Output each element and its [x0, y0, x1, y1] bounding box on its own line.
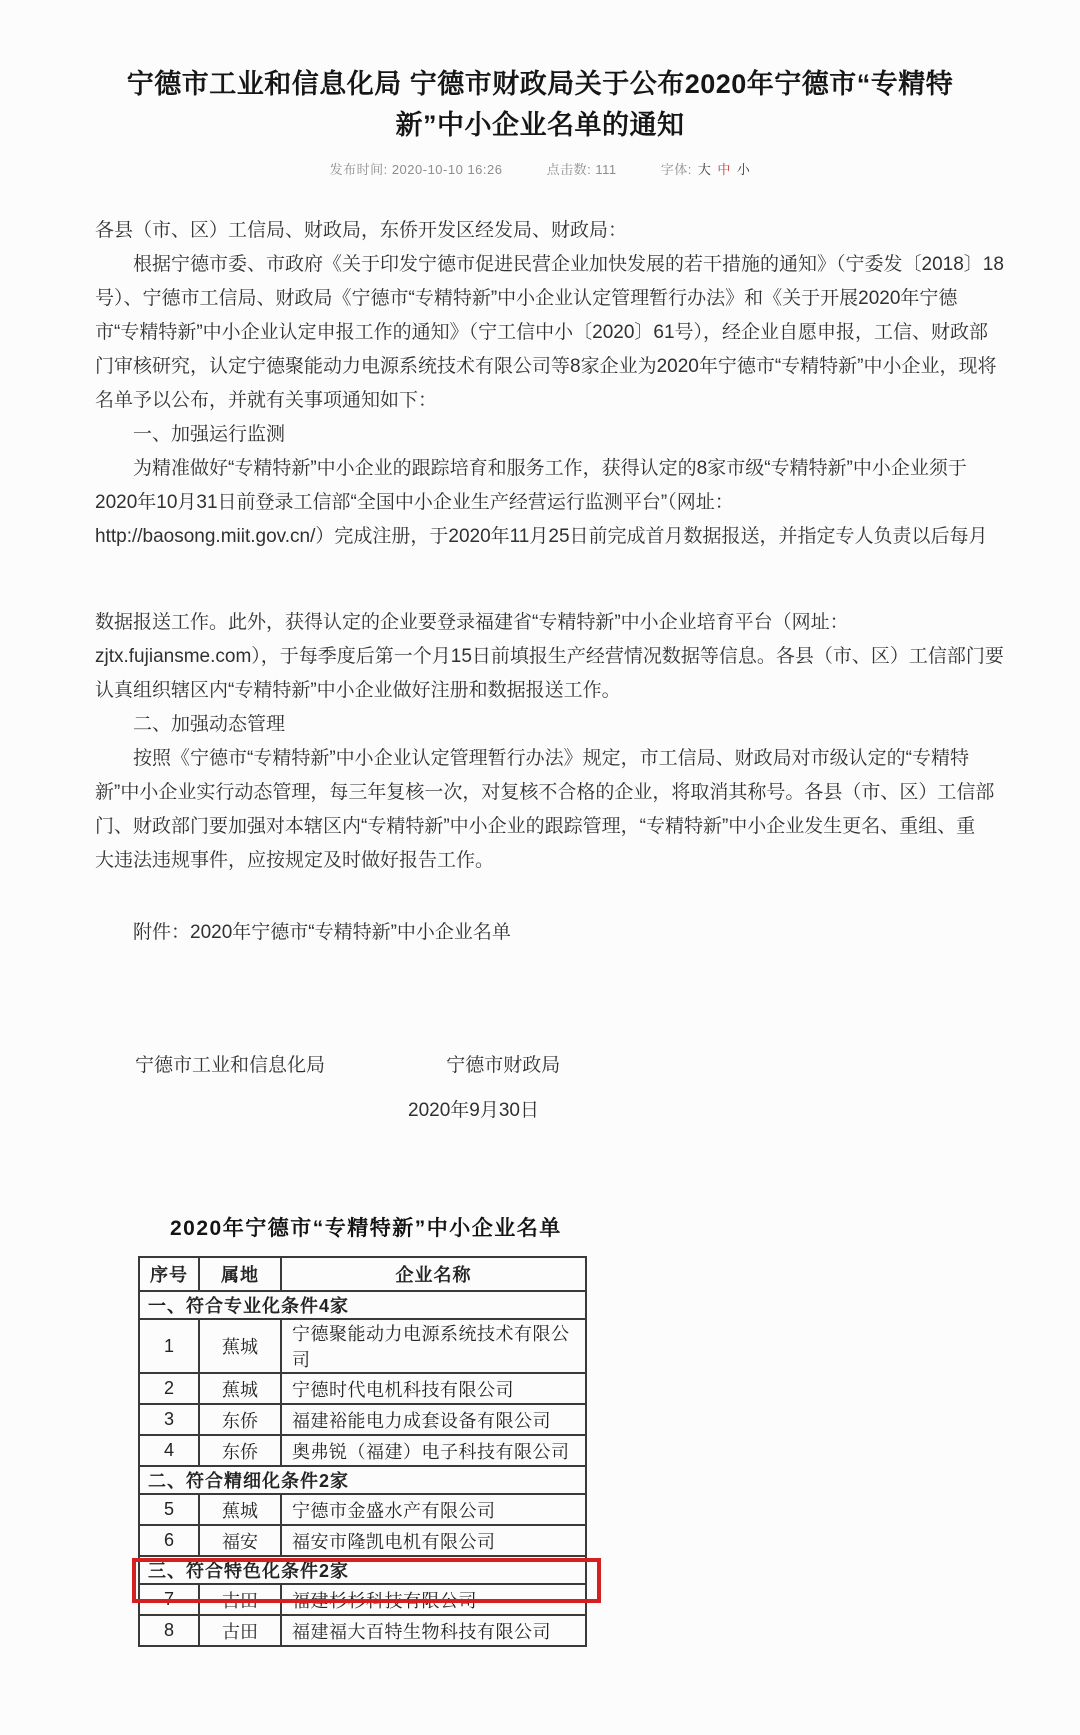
- meta-bar: [0, 159, 1080, 178]
- table-row: [139, 1373, 586, 1404]
- body-line: 认真组织辖区内“专精特新”中小企业做好注册和数据报送工作。: [95, 680, 621, 701]
- click-count: [547, 162, 617, 177]
- font-size-medium-button[interactable]: 中: [717, 162, 731, 177]
- cell-area: 蕉城: [199, 1373, 281, 1404]
- table-row: [139, 1525, 586, 1556]
- table-row-highlighted: [139, 1584, 586, 1615]
- table-row: [139, 1435, 586, 1466]
- cell-seq: 7: [139, 1584, 199, 1615]
- signature-date: 2020年9月30日: [408, 1100, 539, 1121]
- font-size-small-button[interactable]: 小: [736, 162, 751, 177]
- publish-time-label: 发布时间:: [329, 162, 388, 177]
- body-line: 2020年10月31日前登录工信部“全国中小企业生产经营运行监测平台”（网址：: [95, 492, 734, 513]
- cell-name: 福建杉杉科技有限公司: [281, 1584, 586, 1615]
- header-area: 属地: [199, 1257, 281, 1291]
- click-count-label: 点击数:: [546, 162, 592, 177]
- font-size-switcher: [661, 162, 751, 177]
- cell-seq: 5: [139, 1494, 199, 1525]
- section-label: 一、符合专业化条件4家: [139, 1291, 586, 1319]
- cell-seq: 1: [139, 1319, 199, 1373]
- body-line: 各县（市、区）工信局、财政局，东侨开发区经发局、财政局：: [95, 220, 628, 241]
- cell-name: 福建裕能电力成套设备有限公司: [281, 1404, 586, 1435]
- section-heading: 一、加强运行监测: [133, 424, 286, 445]
- body-line: 门、财政部门要加强对本辖区内“专精特新”中小企业的跟踪管理，“专精特新”中小企业发生更名、重组、重: [95, 816, 976, 837]
- table-section-row: [139, 1556, 586, 1584]
- body-line: 号）、宁德市工信局、财政局《宁德市“专精特新”中小企业认定管理暂行办法》和《关于开展2020年宁德: [95, 288, 958, 309]
- body-line: 市“专精特新”中小企业认定申报工作的通知》（宁工信中小〔2020〕61号），经企业自愿申报，工信、财政部: [95, 322, 989, 343]
- body-line: http://baosong.miit.gov.cn/）完成注册，于2020年11月25日前完成首月数据报送，并指定专人负责以后每月: [95, 526, 988, 547]
- body-line: 新”中小企业实行动态管理，每三年复核一次，对复核不合格的企业，将取消其称号。各县（市、区）工信部: [95, 782, 995, 803]
- cell-seq: 6: [139, 1525, 199, 1556]
- cell-name: 宁德时代电机科技有限公司: [281, 1373, 586, 1404]
- font-size-large-button[interactable]: 大: [697, 162, 712, 177]
- cell-area: 蕉城: [199, 1319, 281, 1373]
- cell-area: 古田: [199, 1584, 281, 1615]
- body-line: 根据宁德市委、市政府《关于印发宁德市促进民营企业加快发展的若干措施的通知》（宁委发〔2018〕18: [133, 254, 1004, 275]
- cell-area: 东侨: [199, 1404, 281, 1435]
- font-size-label: 字体:: [660, 162, 692, 177]
- table-row: [139, 1494, 586, 1525]
- table-row: [139, 1319, 586, 1373]
- table-section-row: [139, 1291, 586, 1319]
- cell-area: 福安: [199, 1525, 281, 1556]
- header-name: 企业名称: [281, 1257, 586, 1291]
- cell-area: 古田: [199, 1615, 281, 1646]
- body-line: 门审核研究，认定宁德聚能动力电源系统技术有限公司等8家企业为2020年宁德市“专精特新”中小企业，现将: [95, 356, 997, 377]
- click-count-value: 111: [595, 162, 617, 177]
- body-line: 按照《宁德市“专精特新”中小企业认定管理暂行办法》规定，市工信局、财政局对市级认定的“专精特: [133, 748, 969, 769]
- signature-row: [0, 1050, 1080, 1077]
- body-line: 大违法违规事件，应按规定及时做好报告工作。: [95, 850, 495, 871]
- body-line: zjtx.fujiansme.com），于每季度后第一个月15日前填报生产经营情况数据等信息。各县（市、区）工信部门要: [95, 646, 1004, 667]
- cell-area: 蕉城: [199, 1494, 281, 1525]
- table-title: 2020年宁德市“专精特新”中小企业名单: [170, 1217, 562, 1240]
- page-title: 宁德市工业和信息化局 宁德市财政局关于公布2020年宁德市“专精特新”中小企业名单的通知: [126, 69, 954, 140]
- section-heading: 二、加强动态管理: [133, 714, 286, 735]
- table-header-row: [139, 1257, 586, 1291]
- publish-time-value: 2020-10-10 16:26: [391, 162, 503, 177]
- signature-org2: 宁德市财政局: [446, 1055, 561, 1076]
- cell-seq: 2: [139, 1373, 199, 1404]
- cell-name: 福建福大百特生物科技有限公司: [281, 1615, 586, 1646]
- section-label: 三、符合特色化条件2家: [139, 1556, 586, 1584]
- publish-time: [330, 162, 503, 177]
- table-section-row: [139, 1466, 586, 1494]
- cell-seq: 3: [139, 1404, 199, 1435]
- enterprise-table-wrap: [138, 1256, 585, 1647]
- notice-body: [0, 178, 1080, 950]
- cell-name: 奥弗锐（福建）电子科技有限公司: [281, 1435, 586, 1466]
- cell-name: 福安市隆凯电机有限公司: [281, 1525, 586, 1556]
- table-row: [139, 1615, 586, 1646]
- section-label: 二、符合精细化条件2家: [139, 1466, 586, 1494]
- body-line: 为精准做好“专精特新”中小企业的跟踪培育和服务工作，获得认定的8家市级“专精特新”中小企业须于: [133, 458, 967, 479]
- body-line: 名单予以公布，并就有关事项通知如下：: [95, 390, 438, 411]
- attachment-line: 附件：2020年宁德市“专精特新”中小企业名单: [133, 922, 511, 943]
- body-line: 数据报送工作。此外，获得认定的企业要登录福建省“专精特新”中小企业培育平台（网址：: [95, 612, 849, 633]
- cell-seq: 8: [139, 1615, 199, 1646]
- table-row: [139, 1404, 586, 1435]
- cell-area: 东侨: [199, 1435, 281, 1466]
- header-seq: 序号: [139, 1257, 199, 1291]
- cell-name: 宁德聚能动力电源系统技术有限公司: [281, 1319, 586, 1373]
- enterprise-table: [138, 1256, 587, 1647]
- cell-name: 宁德市金盛水产有限公司: [281, 1494, 586, 1525]
- signature-org1: 宁德市工业和信息化局: [135, 1055, 326, 1076]
- cell-seq: 4: [139, 1435, 199, 1466]
